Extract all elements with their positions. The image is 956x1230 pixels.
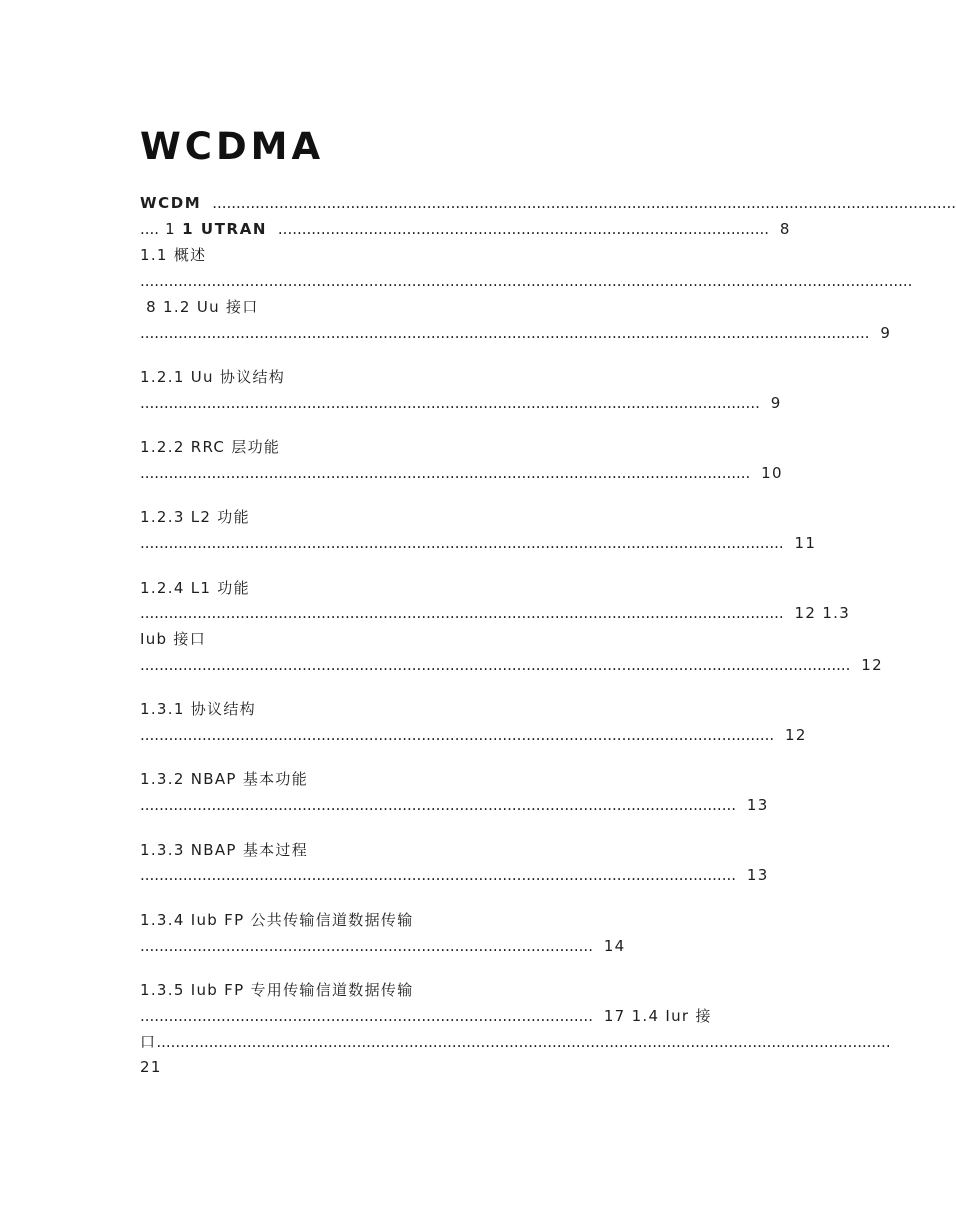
- toc-entry-1-2-1-page: 9: [770, 394, 782, 412]
- toc-entry-1-3-1-page: 12: [785, 726, 807, 744]
- toc-line: [140, 322, 891, 344]
- toc-line: [140, 192, 956, 214]
- toc-entry-utran-page: 8: [779, 220, 791, 238]
- toc-line: [140, 909, 414, 931]
- toc-line: [140, 602, 850, 624]
- toc-entry-1-4-page: 21: [140, 1058, 162, 1076]
- toc-line: [140, 724, 807, 746]
- toc-entry-1-4-label[interactable]: 1.4 Iur 接: [631, 1007, 712, 1025]
- toc-line: [140, 1056, 162, 1078]
- toc-line: [140, 532, 816, 554]
- toc-leader-dots: .......................................................................................................................................: [140, 534, 789, 552]
- document-title: WCDMA: [140, 125, 325, 168]
- toc-leader-dots: .........................................................................................................................................................: [140, 324, 875, 342]
- toc-leader-dots: ..........................................................................................................................................................: [156, 1033, 891, 1051]
- toc-entry-utran-label[interactable]: 1 UTRAN: [182, 220, 268, 238]
- toc-entry-1-2-3-page: 11: [794, 534, 817, 552]
- toc-line: [140, 794, 769, 816]
- toc-line: [140, 270, 913, 292]
- toc-entry-1-3-label[interactable]: Iub 接口: [140, 630, 207, 648]
- toc-line: [140, 698, 256, 720]
- toc-line: [140, 577, 250, 599]
- toc-leader-dots: ....: [140, 220, 160, 238]
- toc-line: [140, 436, 280, 458]
- toc-line: [140, 864, 769, 886]
- toc-leader-dots: .....................................................................................................................................................: [140, 656, 856, 674]
- toc-line: [140, 462, 783, 484]
- toc-line: [140, 654, 883, 676]
- toc-line: [140, 979, 414, 1001]
- toc-line: [140, 768, 308, 790]
- toc-entry-1-1-page: 8: [146, 298, 157, 316]
- toc-line: [140, 244, 206, 266]
- toc-entry-1-3-4-page: 14: [603, 937, 626, 955]
- toc-entry-1-2-3-label[interactable]: 1.2.3 L2 功能: [140, 508, 250, 526]
- toc-entry-1-4-label-cont[interactable]: 口: [140, 1033, 157, 1051]
- toc-entry-1-2-4-label[interactable]: 1.2.4 L1 功能: [140, 579, 250, 597]
- toc-entry-1-3-3-label[interactable]: 1.3.3 NBAP 基本过程: [140, 841, 309, 859]
- toc-entry-1-3-5-page: 17: [603, 1007, 626, 1025]
- toc-entry-1-2-1-label[interactable]: 1.2.1 Uu 协议结构: [140, 368, 286, 386]
- toc-entry-1-3-num[interactable]: 1.3: [822, 604, 851, 622]
- toc-entry-1-2-label[interactable]: 1.2 Uu 接口: [163, 298, 259, 316]
- toc-line: [140, 839, 308, 861]
- toc-entry-1-3-1-label[interactable]: 1.3.1 协议结构: [140, 700, 256, 718]
- toc-leader-dots: ..................................................................................................................................................................: [140, 272, 913, 290]
- toc-entry-1-3-3-page: 13: [746, 866, 769, 884]
- toc-entry-1-3-4-label[interactable]: 1.3.4 Iub FP 公共传输信道数据传输: [140, 911, 414, 929]
- toc-entry-wcdm-page: 1: [165, 220, 176, 238]
- toc-leader-dots: ...............................................................................................: [140, 1007, 598, 1025]
- toc-entry-1-2-page: 9: [880, 324, 892, 342]
- toc-leader-dots: .......................................................................................................................................: [140, 604, 789, 622]
- toc-line: [140, 366, 285, 388]
- toc-entry-1-2-2-page: 10: [761, 464, 783, 482]
- toc-entry-1-2-4-page: 12: [794, 604, 817, 622]
- toc-entry-1-3-2-label[interactable]: 1.3.2 NBAP 基本功能: [140, 770, 309, 788]
- toc-entry-1-1-label[interactable]: 1.1 概述: [140, 246, 207, 264]
- toc-entry-1-3-5-label[interactable]: 1.3.5 Iub FP 专用传输信道数据传输: [140, 981, 414, 999]
- toc-line: [140, 392, 782, 414]
- toc-entry-wcdm-label[interactable]: WCDM: [140, 194, 202, 212]
- toc-leader-dots: ................................................................................................................................: [140, 464, 756, 482]
- toc-line: [140, 935, 626, 957]
- toc-entry-1-2-2-label[interactable]: 1.2.2 RRC 层功能: [140, 438, 281, 456]
- toc-leader-dots: .......................................................................................................: [273, 220, 774, 238]
- toc-leader-dots: ............................................................................................................................................................: [207, 194, 956, 212]
- toc-entry-1-3-2-page: 13: [746, 796, 769, 814]
- toc-line: [140, 296, 259, 318]
- toc-line: [140, 1031, 891, 1053]
- toc-leader-dots: .............................................................................................................................: [140, 796, 741, 814]
- toc-entry-1-3-page: 12: [861, 656, 883, 674]
- toc-line: [140, 218, 791, 240]
- toc-leader-dots: .....................................................................................................................................: [140, 726, 779, 744]
- toc-leader-dots: .............................................................................................................................: [140, 866, 741, 884]
- toc-leader-dots: ...............................................................................................: [140, 937, 598, 955]
- toc-line: [140, 506, 250, 528]
- toc-line: [140, 628, 206, 650]
- toc-leader-dots: ..................................................................................................................................: [140, 394, 765, 412]
- toc-line: [140, 1005, 712, 1027]
